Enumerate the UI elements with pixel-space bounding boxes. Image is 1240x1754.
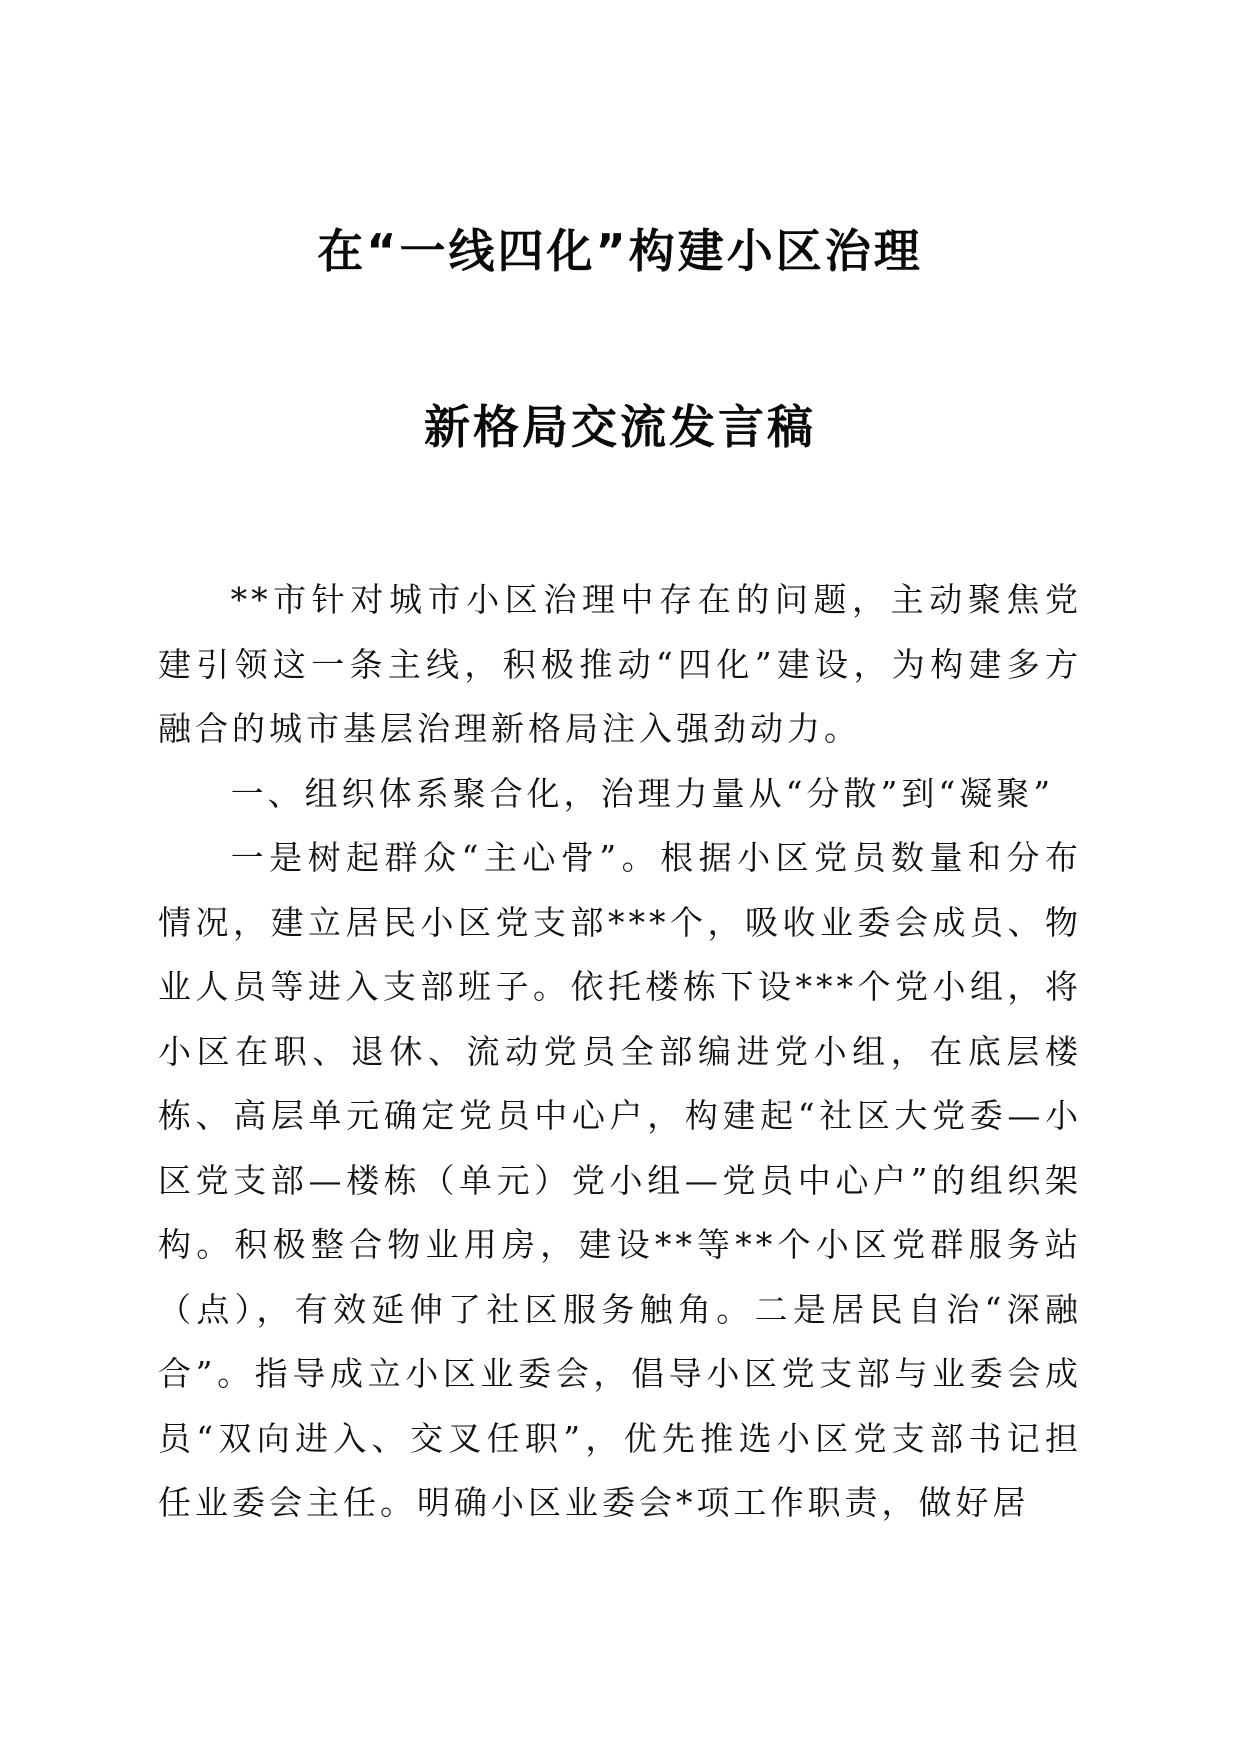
section-heading-1: 一、组织体系聚合化，治理力量从“分散”到“凝聚”	[230, 773, 1055, 813]
document-title-line-2: 新格局交流发言稿	[424, 400, 816, 454]
section-1-paragraph: 一是树起群众“主心骨”。根据小区党员数量和分布情况，建立居民小区党支部***个，吸收业委会成员、物业人员等进入支部班子。依托楼栋下设***个党小组，将小区在职、退休、流动党员全部编进党小组，在底层楼栋、高层单元确定党员中心户，构建起“社区大党委—小区党支部—楼栋（单元）党小组—党员中心户”的组织架构。积极整合物业用房，建设**等**个小区党群服务站（点），有效延伸了社区服务触角。二是居民自治“深融合”。指导成立小区业委会，倡导小区党支部与业委会成员“双向进入、交叉任职”，优先推选小区党支部书记担任业委会主任。明确小区业委会*项工作职责，做好居	[158, 838, 1082, 1522]
document-title-line-1: 在“一线四化”构建小区治理	[317, 224, 923, 278]
intro-paragraph: **市针对城市小区治理中存在的问题，主动聚焦党建引领这一条主线，积极推动“四化”建设，为构建多方融合的城市基层治理新格局注入强劲动力。	[158, 580, 1082, 748]
document-body	[158, 568, 1082, 1536]
